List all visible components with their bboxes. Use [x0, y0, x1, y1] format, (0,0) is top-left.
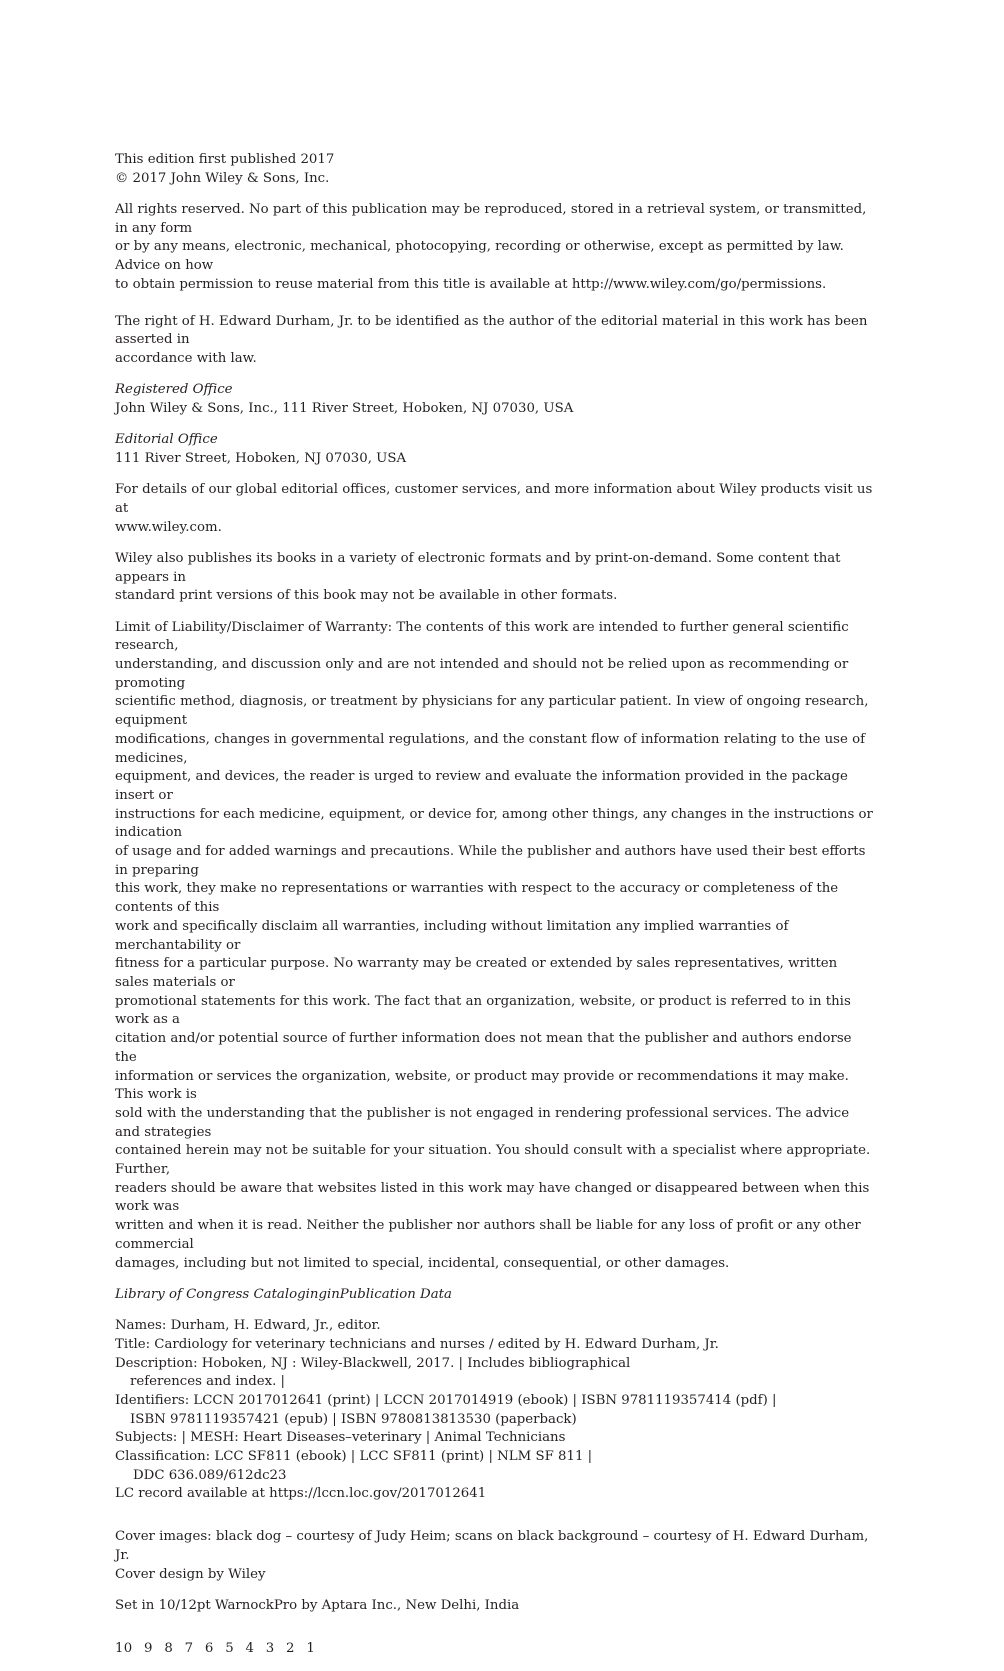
disclaimer-line: written and when it is read. Neither the publisher nor authors shall be liable for any loss of profit or any other commercial — [115, 1218, 861, 1252]
disclaimer-line: modifications, changes in governmental regulations, and the constant flow of information relating to the use of medicines, — [115, 731, 866, 766]
formats-block — [115, 550, 875, 606]
disclaimer-line: damages, including but not limited to special, incidental, consequential, or other damages. — [115, 1255, 730, 1271]
disclaimer-line: readers should be aware that websites listed in this work may have changed or disappeared between when this work was — [115, 1180, 870, 1215]
disclaimer-line: equipment, and devices, the reader is urged to review and evaluate the information provided in the package insert or — [115, 769, 848, 803]
author-right-block — [115, 313, 875, 369]
copyright-line: © 2017 John Wiley & Sons, Inc. — [115, 170, 330, 186]
rights-line: or by any means, electronic, mechanical, photocopying, recording or otherwise, except as permitted by law. Advice on how — [115, 239, 844, 274]
cip-classification-cont: DDC 636.089/612dc23 — [133, 1467, 287, 1483]
disclaimer-line: Limit of Liability/Disclaimer of Warranty: The contents of this work are intended to further general scientific research, — [115, 619, 849, 654]
registered-office-address: John Wiley & Sons, Inc., 111 River Street, Hoboken, NJ 07030, USA — [115, 400, 574, 416]
disclaimer-line: contained herein may not be suitable for your situation. You should consult with a specialist where appropriate. Further, — [115, 1143, 871, 1178]
cip-identifiers-cont: ISBN 9781119357421 (epub) | ISBN 9780813813530 (paperback) — [130, 1411, 577, 1427]
global-details-line: For details of our global editorial offices, customer services, and more information about Wiley products visit us at — [115, 482, 873, 516]
disclaimer-line: information or services the organization, website, or product may provide or recommendations it may make. This work is — [115, 1068, 849, 1103]
cip-lc-record: LC record available at https://lccn.loc.gov/2017012641 — [115, 1486, 487, 1502]
rights-line: to obtain permission to reuse material from this title is available at http://www.wiley.com/go/permissions. — [115, 276, 827, 292]
cover-images-credit: Cover images: black dog – courtesy of Judy Heim; scans on black background – courtesy of H. Edward Durham, Jr. — [115, 1529, 869, 1563]
edition-block — [115, 151, 875, 188]
cip-classification: Classification: LCC SF811 (ebook) | LCC SF811 (print) | NLM SF 811 | — [115, 1449, 593, 1465]
cip-data-block — [115, 1317, 875, 1504]
cip-description: Description: Hoboken, NJ : Wiley-Blackwell, 2017. | Includes bibliographical — [115, 1355, 631, 1371]
cover-design-credit: Cover design by Wiley — [115, 1566, 266, 1582]
author-right-line: accordance with law. — [115, 350, 257, 366]
cip-title: Title: Cardiology for veterinary technicians and nurses / edited by H. Edward Durham, Jr. — [115, 1336, 719, 1352]
global-details-line: www.wiley.com. — [115, 519, 222, 535]
author-right-line: The right of H. Edward Durham, Jr. to be identified as the author of the editorial material in this work has been asserted in — [115, 313, 868, 348]
cover-block — [115, 1528, 875, 1584]
formats-line: standard print versions of this book may not be available in other formats. — [115, 588, 618, 604]
disclaimer-line: of usage and for added warnings and precautions. While the publisher and authors have used their best efforts in preparing — [115, 844, 866, 878]
cip-subjects: Subjects: | MESH: Heart Diseases–veterinary | Animal Technicians — [115, 1430, 566, 1446]
edition-line: This edition first published 2017 — [115, 152, 335, 167]
print-line: 10 9 8 7 6 5 4 3 2 1 — [115, 1640, 316, 1656]
disclaimer-line: promotional statements for this work. The fact that an organization, website, or product is referred to in this work as a — [115, 993, 851, 1028]
cip-identifiers: Identifiers: LCCN 2017012641 (print) | LCCN 2017014919 (ebook) | ISBN 9781119357414 (pdf) | — [115, 1392, 777, 1408]
global-details-block — [115, 481, 875, 537]
formats-line: Wiley also publishes its books in a variety of electronic formats and by print-on-demand. Some content that appears in — [115, 550, 841, 585]
cip-description-cont: references and index. | — [130, 1374, 286, 1390]
rights-block — [115, 201, 875, 295]
disclaimer-block — [115, 619, 875, 1274]
registered-office-block — [115, 381, 875, 418]
disclaimer-line: citation and/or potential source of further information does not mean that the publisher and authors endorse the — [115, 1031, 852, 1065]
disclaimer-line: fitness for a particular purpose. No warranty may be created or extended by sales representatives, written sales materials or — [115, 956, 838, 990]
rights-line: All rights reserved. No part of this publication may be reproduced, stored in a retrieval system, or transmitted, in any form — [115, 202, 867, 236]
cip-heading: Library of Congress CataloginginPublication Data — [115, 1286, 452, 1302]
disclaimer-line: this work, they make no representations or warranties with respect to the accuracy or completeness of the contents of this — [115, 881, 839, 916]
cip-names: Names: Durham, H. Edward, Jr., editor. — [115, 1318, 381, 1334]
disclaimer-line: work and specifically disclaim all warranties, including without limitation any implied warranties of merchantability or — [115, 918, 789, 953]
editorial-office-heading: Editorial Office — [115, 432, 218, 448]
print-line-block — [115, 1640, 875, 1659]
disclaimer-line: instructions for each medicine, equipment, or device for, among other things, any changes in the instructions or indication — [115, 806, 873, 841]
disclaimer-line: sold with the understanding that the publisher is not engaged in rendering professional services. The advice and strategies — [115, 1105, 850, 1140]
editorial-office-address: 111 River Street, Hoboken, NJ 07030, USA — [115, 450, 407, 466]
typesetting-line: Set in 10/12pt WarnockPro by Aptara Inc., New Delhi, India — [115, 1597, 520, 1613]
disclaimer-line: understanding, and discussion only and are not intended and should not be relied upon as recommending or promoting — [115, 657, 849, 691]
typesetting-block — [115, 1597, 875, 1616]
copyright-page — [115, 151, 875, 1671]
cip-heading-block — [115, 1286, 875, 1305]
disclaimer-line: scientific method, diagnosis, or treatment by physicians for any particular patient. In view of ongoing research, equipment — [115, 694, 869, 729]
editorial-office-block — [115, 431, 875, 468]
registered-office-heading: Registered Office — [115, 382, 233, 398]
